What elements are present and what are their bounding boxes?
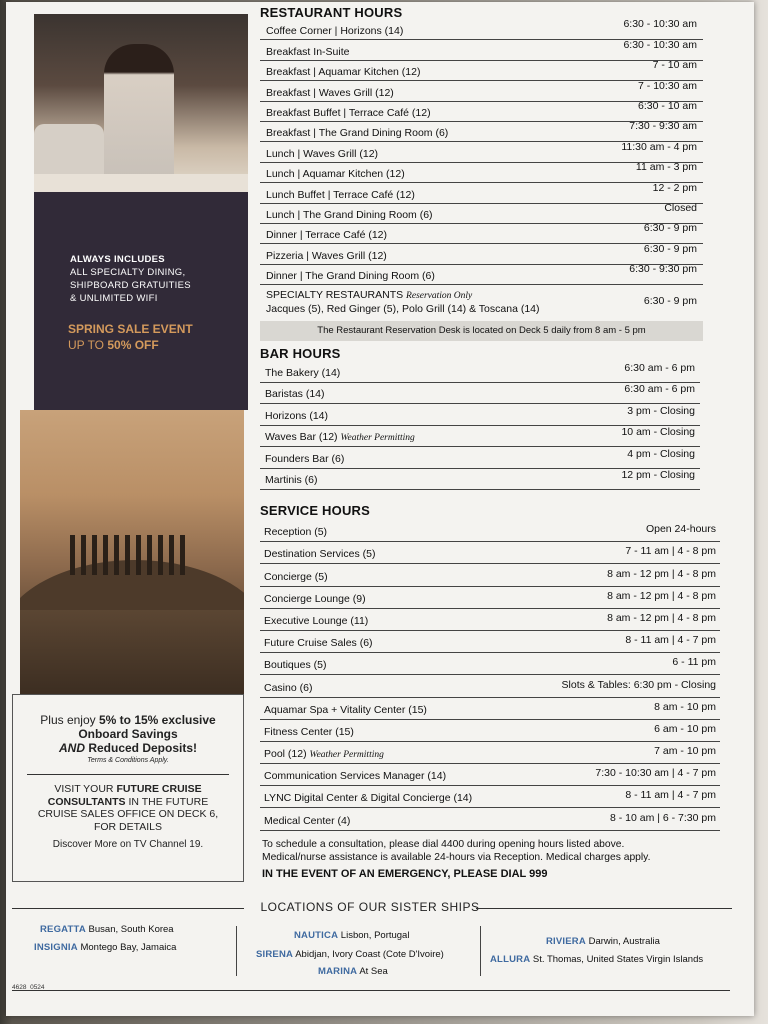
row-label: Reception (5) (264, 526, 328, 539)
specialty-list: Jacques (5), Red Ginger (5), Polo Grill (14) & Toscana (14) (266, 303, 540, 316)
ship-name: MARINA (318, 966, 358, 977)
service-row (260, 653, 720, 675)
promo-line-1: ALWAYS INCLUDES (70, 254, 165, 265)
savings-range: 5% to 15% exclusive (98, 713, 216, 727)
visit-1: VISIT YOUR (54, 783, 117, 795)
ship-location: Lisbon, Portugal (338, 930, 410, 941)
ship-location: At Sea (357, 966, 388, 977)
savings-onboard: Onboard Savings (78, 727, 178, 741)
restaurant-row (260, 244, 703, 264)
ship-name: SIRENA (256, 949, 294, 960)
row-name (265, 410, 328, 422)
footer-rule-right (476, 908, 732, 909)
row-time: 7 - 11 am | 4 - 8 pm (625, 545, 716, 558)
service-row (260, 631, 720, 653)
savings-box (12, 694, 244, 882)
row-name (265, 431, 415, 443)
row-label: Pizzeria | Waves Grill (12) (266, 249, 387, 262)
row-time: 6:30 - 9 pm (643, 242, 697, 255)
row-name (264, 637, 373, 649)
row-time: 6:30 - 10:30 am (623, 18, 697, 31)
row-name (264, 815, 350, 827)
row-label: Future Cruise Sales (6) (264, 637, 373, 650)
row-label: Baristas (14) (265, 388, 325, 400)
terms-note: Terms & Conditions Apply. (87, 757, 169, 764)
row-time: Slots & Tables: 6:30 pm - Closing (561, 678, 716, 691)
row-note: Weather Permitting (309, 750, 384, 761)
promo-line-2: ALL SPECIALTY DINING, (70, 267, 186, 278)
row-label: Horizons (14) (265, 409, 329, 422)
row-time: 6:30 - 9 pm (643, 222, 697, 235)
row-time: 4 pm - Closing (627, 447, 695, 460)
specialty-restaurants-row (260, 285, 703, 321)
ship-location: Darwin, Australia (585, 936, 660, 947)
row-name (266, 229, 387, 241)
service-row (260, 675, 720, 697)
row-name (266, 127, 448, 139)
row-label: Breakfast Buffet | Terrace Café (12) (266, 106, 431, 119)
service-row (260, 742, 720, 764)
print-code: 4628_0524 (12, 984, 45, 991)
row-name (264, 615, 368, 627)
service-notes (262, 838, 722, 881)
restaurant-row (260, 40, 703, 60)
row-name (264, 682, 312, 694)
row-time: 12 - 2 pm (652, 181, 697, 194)
restaurant-hours-title: RESTAURANT HOURS (260, 5, 403, 20)
row-time: 6:30 am - 6 pm (624, 361, 695, 374)
service-row (260, 520, 720, 542)
service-rows (260, 520, 720, 831)
row-label: Aquamar Spa + Vitality Center (15) (264, 703, 427, 716)
row-label: Breakfast | The Grand Dining Room (6) (266, 127, 449, 140)
service-row (260, 587, 720, 609)
service-row (260, 786, 720, 808)
discover-note: Discover More on TV Channel 19. (52, 839, 204, 850)
ship-regatta (40, 924, 174, 935)
row-label: Casino (6) (264, 681, 313, 694)
row-label: Medical Center (4) (264, 814, 351, 827)
ship-name: INSIGNIA (34, 942, 78, 953)
row-name (265, 453, 344, 465)
row-name (266, 46, 349, 58)
row-label: Coffee Corner | Horizons (14) (266, 25, 404, 38)
bar-row (260, 447, 700, 469)
landscape-photo (20, 410, 244, 694)
service-row (260, 609, 720, 631)
footer-divider (236, 926, 237, 976)
footer-divider (480, 926, 481, 976)
row-label: Martinis (6) (265, 474, 318, 486)
promo-panel (34, 192, 248, 410)
row-time: Closed (664, 201, 697, 214)
bar-row (260, 404, 700, 426)
row-label: Lunch | Waves Grill (12) (266, 147, 379, 160)
row-label: Fitness Center (15) (264, 725, 354, 738)
row-name (264, 571, 328, 583)
bottom-rule (12, 990, 730, 991)
row-time: 6:30 - 10 am (638, 99, 697, 112)
row-name (266, 107, 431, 119)
ship-marina (318, 966, 388, 977)
row-time: 7:30 - 9:30 am (629, 120, 697, 133)
visit-3: CONSULTANTS (47, 795, 126, 808)
row-label: Dinner | Terrace Café (12) (266, 229, 388, 242)
row-label: LYNC Digital Center & Digital Concierge (14) (264, 792, 473, 805)
row-time: 7 - 10 am (652, 59, 697, 72)
restaurant-row (260, 142, 703, 162)
row-time: 11:30 am - 4 pm (621, 140, 697, 153)
promo-line-3: SHIPBOARD GRATUITIES (70, 280, 191, 291)
row-name (265, 388, 325, 400)
row-name (264, 548, 375, 560)
service-row (260, 698, 720, 720)
row-name (264, 704, 427, 716)
specialty-title: SPECIALTY RESTAURANTS (266, 289, 407, 302)
row-label: Waves Bar (12) (265, 431, 341, 443)
row-name (264, 726, 354, 738)
restaurant-row (260, 201, 703, 224)
row-time: 6:30 am - 6 pm (624, 383, 695, 395)
medical-note: Medical/nurse assistance is available 24-hours via Reception. Medical charges apply. (262, 852, 651, 863)
visit-6: FOR DETAILS (93, 820, 163, 833)
promo-line-4: & UNLIMITED WIFI (70, 293, 158, 304)
service-row (260, 564, 720, 586)
row-name (264, 792, 472, 804)
row-note: Weather Permitting (340, 433, 415, 443)
sale-discount (68, 338, 159, 352)
ship-name: REGATTA (40, 924, 86, 935)
emergency-note: IN THE EVENT OF AN EMERGENCY, PLEASE DIAL 999 (262, 868, 548, 880)
row-name (264, 770, 446, 782)
row-time: 8 - 11 am | 4 - 7 pm (625, 789, 716, 802)
row-label: Concierge Lounge (9) (264, 592, 366, 605)
row-label: Executive Lounge (11) (264, 614, 369, 627)
bar-row (260, 469, 700, 491)
row-label: Lunch | The Grand Dining Room (6) (266, 208, 433, 221)
row-label: Breakfast In-Suite (266, 45, 350, 58)
woman-figure (104, 44, 174, 184)
bar-hours-section (260, 346, 700, 490)
reservation-note: Reservation Only (406, 291, 473, 302)
row-name (266, 189, 415, 201)
service-row (260, 720, 720, 742)
visit-5: CRUISE SALES OFFICE ON DECK 6, (37, 808, 219, 820)
row-time: 8 am - 12 pm | 4 - 8 pm (607, 567, 716, 580)
row-time: 8 am - 10 pm (654, 700, 716, 713)
bar-hours-title: BAR HOURS (260, 346, 341, 361)
row-name (264, 526, 327, 538)
divider (27, 774, 229, 775)
ship-location: Abidjan, Ivory Coast (Cote D'Ivoire) (293, 949, 444, 960)
row-name (266, 270, 435, 282)
ship-location: Busan, South Korea (85, 924, 174, 935)
row-time: 12 pm - Closing (621, 469, 695, 481)
service-hours-title: SERVICE HOURS (260, 503, 370, 518)
restaurant-row (260, 122, 703, 142)
row-name (266, 209, 433, 221)
row-label: The Bakery (14) (265, 366, 341, 379)
consultation-note: To schedule a consultation, please dial 4400 during opening hours listed above. (262, 839, 625, 850)
row-label: Pool (12) (264, 748, 310, 761)
row-time: 7 am - 10 pm (654, 745, 716, 758)
row-time: Open 24-hours (645, 523, 716, 536)
restaurant-row (260, 183, 703, 203)
ship-nautica (294, 930, 409, 941)
row-time: 7 - 10:30 am (638, 79, 697, 92)
field-shape (20, 610, 244, 694)
bar-row (260, 361, 700, 383)
row-time: 8 am - 12 pm | 4 - 8 pm (607, 611, 716, 624)
row-time: 11 am - 3 pm (635, 161, 697, 174)
row-time: 6 am - 10 pm (654, 722, 716, 735)
row-time: 8 - 10 am | 6 - 7:30 pm (609, 811, 716, 824)
row-label: Founders Bar (6) (265, 452, 345, 465)
row-label: Destination Services (5) (264, 548, 376, 561)
row-label: Dinner | The Grand Dining Room (6) (266, 270, 435, 283)
row-name (264, 659, 326, 671)
visit-2: FUTURE CRUISE (116, 783, 202, 795)
ship-sirena (256, 949, 444, 960)
specialty-label (266, 289, 472, 301)
row-name (266, 168, 405, 180)
visit-4: IN THE FUTURE (125, 795, 209, 808)
row-label: Breakfast | Aquamar Kitchen (12) (266, 66, 421, 79)
sale-percent: 50% OFF (107, 338, 159, 352)
row-label: Boutiques (5) (264, 659, 327, 672)
ship-name: NAUTICA (294, 930, 339, 941)
restaurant-row (260, 99, 703, 122)
row-name (265, 474, 318, 486)
row-time: 10 am - Closing (621, 426, 695, 438)
bar-row (260, 383, 700, 405)
restaurant-row (260, 81, 703, 101)
row-label: Lunch | Aquamar Kitchen (12) (266, 168, 405, 181)
row-name (266, 148, 378, 160)
ship-location: St. Thomas, United States Virgin Islands (530, 954, 704, 965)
row-label: Lunch Buffet | Terrace Café (12) (266, 188, 415, 201)
ship-name: ALLURA (490, 954, 531, 965)
cypress-trees (70, 535, 190, 575)
row-label: Communication Services Manager (14) (264, 770, 447, 783)
row-name (266, 66, 420, 78)
row-name (266, 87, 394, 99)
restaurant-hours-section (260, 5, 703, 341)
savings-and: AND (58, 741, 85, 755)
row-time: 3 pm - Closing (627, 404, 695, 417)
ship-riviera (546, 936, 660, 947)
restaurant-row (260, 20, 703, 40)
row-label: Breakfast | Waves Grill (12) (266, 86, 394, 99)
row-name (266, 25, 403, 37)
restaurant-row (260, 265, 703, 285)
sister-ships-title: LOCATIONS OF OUR SISTER SHIPS (260, 900, 480, 914)
row-time: 6 - 11 pm (672, 656, 716, 669)
restaurant-row (260, 224, 703, 244)
row-name (264, 593, 366, 605)
ship-allura (490, 954, 703, 965)
blanket-shape (34, 174, 248, 192)
row-label: Concierge (5) (264, 570, 328, 583)
specialty-time: 6:30 - 9 pm (643, 295, 697, 308)
ship-name: RIVIERA (546, 936, 586, 947)
bar-row (260, 426, 700, 448)
service-row (260, 764, 720, 786)
savings-text (13, 713, 243, 755)
savings-intro: Plus enjoy (40, 713, 99, 727)
row-time: 8 - 11 am | 4 - 7 pm (625, 634, 716, 647)
row-time: 6:30 - 10:30 am (623, 38, 697, 51)
ship-insignia (34, 942, 176, 953)
row-time: 6:30 - 9:30 pm (629, 263, 697, 276)
service-row (260, 808, 720, 830)
restaurant-rows (260, 20, 703, 285)
woman-with-coffee-photo (34, 14, 248, 192)
row-time: 8 am - 12 pm | 4 - 8 pm (607, 589, 716, 602)
sale-upto: UP TO (68, 338, 108, 352)
restaurant-row (260, 61, 703, 81)
row-name (264, 748, 384, 760)
row-name (265, 367, 340, 379)
visit-text (13, 783, 243, 833)
row-time: 7:30 - 10:30 am | 4 - 7 pm (595, 767, 716, 780)
ship-location: Montego Bay, Jamaica (77, 942, 177, 953)
savings-deposits: Reduced Deposits! (84, 741, 198, 755)
service-hours-section (260, 503, 720, 831)
bar-rows (260, 361, 700, 490)
service-row (260, 542, 720, 564)
row-name (266, 250, 387, 262)
reservation-desk-note: The Restaurant Reservation Desk is located on Deck 5 daily from 8 am - 5 pm (260, 321, 703, 341)
sale-event-title: SPRING SALE EVENT (68, 322, 193, 336)
restaurant-row (260, 163, 703, 183)
